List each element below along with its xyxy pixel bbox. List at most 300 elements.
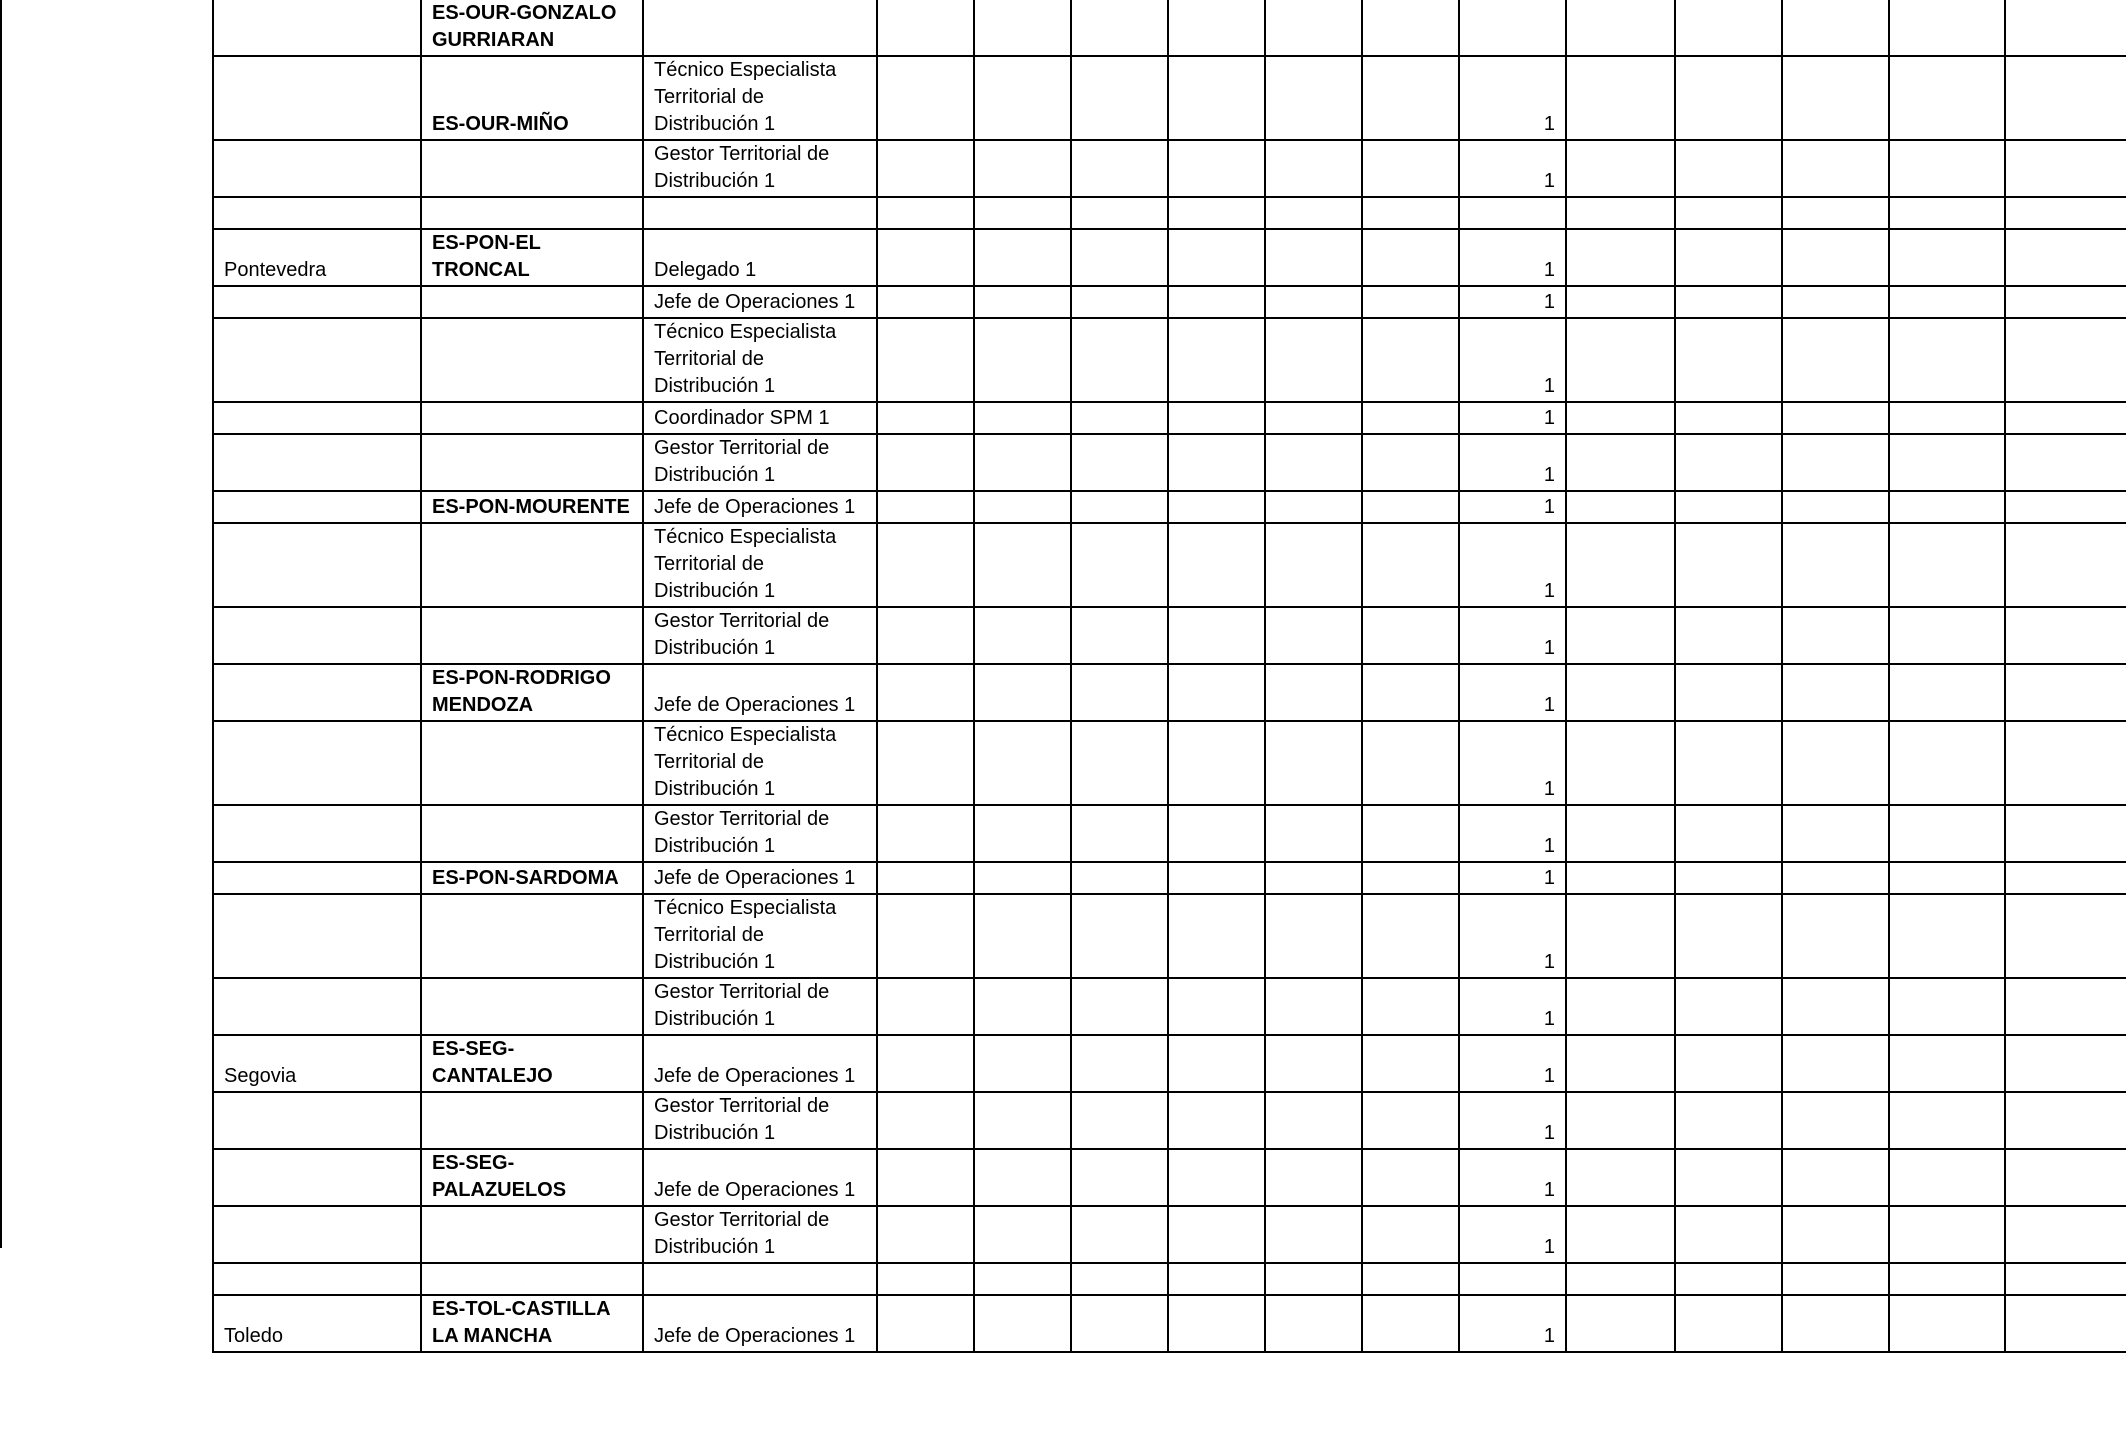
empty-cell xyxy=(1265,1206,1362,1263)
empty-cell xyxy=(877,434,974,491)
empty-cell xyxy=(1265,56,1362,140)
empty-cell xyxy=(1071,140,1168,197)
empty-cell xyxy=(877,721,974,805)
empty-cell xyxy=(1362,140,1459,197)
provincia-cell xyxy=(213,434,421,491)
puesto-cell: Gestor Territorial de Distribución 1 xyxy=(643,1206,877,1263)
empty-cell xyxy=(1071,1295,1168,1352)
empty-cell xyxy=(1889,197,2005,229)
count-cell: 1 xyxy=(1459,402,1566,434)
empty-cell xyxy=(1265,197,1362,229)
empty-cell xyxy=(1168,664,1265,721)
centro-cell xyxy=(421,721,643,805)
empty-cell xyxy=(1168,286,1265,318)
empty-cell xyxy=(1889,318,2005,402)
count-cell: 1 xyxy=(1459,978,1566,1035)
empty-cell xyxy=(1265,978,1362,1035)
empty-cell xyxy=(1566,1206,1675,1263)
empty-cell xyxy=(1675,664,1782,721)
empty-cell xyxy=(1071,1263,1168,1295)
empty-cell xyxy=(974,1092,1071,1149)
empty-cell xyxy=(877,402,974,434)
provincia-cell xyxy=(213,664,421,721)
empty-cell xyxy=(1889,1149,2005,1206)
empty-cell xyxy=(1168,1092,1265,1149)
table-row xyxy=(213,1149,2126,1206)
staffing-table xyxy=(212,0,2126,1353)
empty-cell xyxy=(1675,1263,1782,1295)
provincia-cell xyxy=(213,0,421,56)
empty-cell xyxy=(877,286,974,318)
puesto-cell: Coordinador SPM 1 xyxy=(643,402,877,434)
centro-cell: ES-SEG-CANTALEJO xyxy=(421,1035,643,1092)
centro-cell: ES-TOL-CASTILLA LA MANCHA xyxy=(421,1295,643,1352)
empty-cell xyxy=(1168,894,1265,978)
provincia-cell: Pontevedra xyxy=(213,229,421,286)
empty-cell xyxy=(2005,805,2126,862)
empty-cell xyxy=(1168,56,1265,140)
empty-cell xyxy=(1265,1295,1362,1352)
empty-cell xyxy=(974,1295,1071,1352)
count-cell: 1 xyxy=(1459,1035,1566,1092)
empty-cell xyxy=(974,434,1071,491)
empty-cell xyxy=(1566,721,1675,805)
table-row xyxy=(213,140,2126,197)
empty-cell xyxy=(1362,978,1459,1035)
empty-cell xyxy=(1168,523,1265,607)
empty-cell xyxy=(877,318,974,402)
empty-cell xyxy=(1071,56,1168,140)
empty-cell xyxy=(1071,286,1168,318)
empty-cell xyxy=(1265,1092,1362,1149)
empty-cell xyxy=(1889,1263,2005,1295)
puesto-cell: Gestor Territorial de Distribución 1 xyxy=(643,607,877,664)
centro-cell xyxy=(421,805,643,862)
count-cell: 1 xyxy=(1459,862,1566,894)
empty-cell xyxy=(1675,286,1782,318)
empty-cell xyxy=(1071,1149,1168,1206)
empty-cell xyxy=(1265,862,1362,894)
empty-cell xyxy=(877,607,974,664)
empty-cell xyxy=(1782,1092,1889,1149)
count-cell: 1 xyxy=(1459,318,1566,402)
empty-cell xyxy=(1362,721,1459,805)
table-row xyxy=(213,978,2126,1035)
empty-cell xyxy=(877,56,974,140)
empty-cell xyxy=(1782,1149,1889,1206)
empty-cell xyxy=(1782,197,1889,229)
count-cell: 1 xyxy=(1459,434,1566,491)
count-cell: 1 xyxy=(1459,805,1566,862)
empty-cell xyxy=(2005,721,2126,805)
empty-cell xyxy=(877,1206,974,1263)
count-cell: 1 xyxy=(1459,607,1566,664)
table-row xyxy=(213,197,2126,229)
count-cell: 1 xyxy=(1459,1092,1566,1149)
empty-cell xyxy=(1168,318,1265,402)
centro-cell xyxy=(421,140,643,197)
empty-cell xyxy=(1362,664,1459,721)
centro-cell xyxy=(421,197,643,229)
empty-cell xyxy=(1071,197,1168,229)
empty-cell xyxy=(974,862,1071,894)
empty-cell xyxy=(1168,229,1265,286)
provincia-cell xyxy=(213,721,421,805)
empty-cell xyxy=(974,523,1071,607)
empty-cell xyxy=(974,491,1071,523)
empty-cell xyxy=(2005,1263,2126,1295)
table-row xyxy=(213,1263,2126,1295)
empty-cell xyxy=(2005,434,2126,491)
empty-cell xyxy=(1675,229,1782,286)
provincia-cell: Segovia xyxy=(213,1035,421,1092)
empty-cell xyxy=(1889,607,2005,664)
empty-cell xyxy=(1566,862,1675,894)
empty-cell xyxy=(1675,140,1782,197)
empty-cell xyxy=(877,229,974,286)
provincia-cell xyxy=(213,894,421,978)
empty-cell xyxy=(1889,862,2005,894)
empty-cell xyxy=(1675,56,1782,140)
puesto-cell: Técnico Especialista Territorial de Distribución 1 xyxy=(643,523,877,607)
empty-cell xyxy=(1782,56,1889,140)
centro-cell: ES-SEG-PALAZUELOS xyxy=(421,1149,643,1206)
empty-cell xyxy=(1362,1092,1459,1149)
empty-cell xyxy=(1265,607,1362,664)
empty-cell xyxy=(1566,0,1675,56)
empty-cell xyxy=(2005,1035,2126,1092)
empty-cell xyxy=(2005,197,2126,229)
empty-cell xyxy=(974,607,1071,664)
empty-cell xyxy=(1362,197,1459,229)
empty-cell xyxy=(1566,229,1675,286)
provincia-cell xyxy=(213,491,421,523)
empty-cell xyxy=(2005,523,2126,607)
empty-cell xyxy=(1071,862,1168,894)
provincia-cell xyxy=(213,1092,421,1149)
table-row xyxy=(213,56,2126,140)
empty-cell xyxy=(1889,1206,2005,1263)
empty-cell xyxy=(1071,0,1168,56)
empty-cell xyxy=(1168,1149,1265,1206)
empty-cell xyxy=(1265,1149,1362,1206)
empty-cell xyxy=(1889,56,2005,140)
empty-cell xyxy=(1566,1092,1675,1149)
empty-cell xyxy=(1889,1092,2005,1149)
empty-cell xyxy=(1782,1035,1889,1092)
empty-cell xyxy=(1675,805,1782,862)
count-cell: 1 xyxy=(1459,664,1566,721)
empty-cell xyxy=(1168,1035,1265,1092)
puesto-cell: Jefe de Operaciones 1 xyxy=(643,1149,877,1206)
empty-cell xyxy=(1889,434,2005,491)
empty-cell xyxy=(2005,140,2126,197)
empty-cell xyxy=(1071,607,1168,664)
provincia-cell xyxy=(213,56,421,140)
empty-cell xyxy=(974,1035,1071,1092)
empty-cell xyxy=(974,286,1071,318)
empty-cell xyxy=(877,894,974,978)
puesto-cell: Gestor Territorial de Distribución 1 xyxy=(643,1092,877,1149)
empty-cell xyxy=(974,721,1071,805)
empty-cell xyxy=(1889,140,2005,197)
empty-cell xyxy=(2005,607,2126,664)
empty-cell xyxy=(1566,1149,1675,1206)
empty-cell xyxy=(1675,402,1782,434)
empty-cell xyxy=(1168,402,1265,434)
empty-cell xyxy=(877,491,974,523)
table-row xyxy=(213,721,2126,805)
empty-cell xyxy=(1566,140,1675,197)
empty-cell xyxy=(2005,664,2126,721)
empty-cell xyxy=(1168,607,1265,664)
puesto-cell: Técnico Especialista Territorial de Distribución 1 xyxy=(643,721,877,805)
provincia-cell xyxy=(213,607,421,664)
centro-cell xyxy=(421,286,643,318)
table-row xyxy=(213,318,2126,402)
puesto-cell: Jefe de Operaciones 1 xyxy=(643,1295,877,1352)
empty-cell xyxy=(1362,1149,1459,1206)
empty-cell xyxy=(1362,402,1459,434)
provincia-cell xyxy=(213,318,421,402)
empty-cell xyxy=(974,140,1071,197)
empty-cell xyxy=(1566,664,1675,721)
centro-cell xyxy=(421,318,643,402)
empty-cell xyxy=(877,523,974,607)
puesto-cell: Jefe de Operaciones 1 xyxy=(643,286,877,318)
empty-cell xyxy=(1566,607,1675,664)
empty-cell xyxy=(1675,978,1782,1035)
empty-cell xyxy=(2005,1295,2126,1352)
empty-cell xyxy=(1889,286,2005,318)
centro-cell xyxy=(421,1206,643,1263)
empty-cell xyxy=(1362,805,1459,862)
count-cell: 1 xyxy=(1459,229,1566,286)
count-cell: 1 xyxy=(1459,56,1566,140)
table-row xyxy=(213,862,2126,894)
provincia-cell xyxy=(213,862,421,894)
empty-cell xyxy=(1265,140,1362,197)
empty-cell xyxy=(1265,894,1362,978)
empty-cell xyxy=(1168,721,1265,805)
empty-cell xyxy=(1782,664,1889,721)
provincia-cell: Toledo xyxy=(213,1295,421,1352)
table-row xyxy=(213,0,2126,56)
count-cell: 1 xyxy=(1459,286,1566,318)
empty-cell xyxy=(1362,523,1459,607)
empty-cell xyxy=(2005,0,2126,56)
table-row xyxy=(213,434,2126,491)
empty-cell xyxy=(1675,1206,1782,1263)
empty-cell xyxy=(1168,805,1265,862)
empty-cell xyxy=(1362,1035,1459,1092)
empty-cell xyxy=(1675,197,1782,229)
empty-cell xyxy=(1889,978,2005,1035)
empty-cell xyxy=(1071,1035,1168,1092)
count-cell xyxy=(1459,197,1566,229)
count-cell xyxy=(1459,0,1566,56)
empty-cell xyxy=(1362,862,1459,894)
empty-cell xyxy=(1168,140,1265,197)
centro-cell: ES-PON-MOURENTE xyxy=(421,491,643,523)
empty-cell xyxy=(1265,318,1362,402)
empty-cell xyxy=(1265,1035,1362,1092)
empty-cell xyxy=(877,805,974,862)
table-row xyxy=(213,491,2126,523)
empty-cell xyxy=(1362,894,1459,978)
empty-cell xyxy=(2005,286,2126,318)
empty-cell xyxy=(1566,523,1675,607)
empty-cell xyxy=(1675,491,1782,523)
provincia-cell xyxy=(213,140,421,197)
table-row xyxy=(213,1035,2126,1092)
empty-cell xyxy=(1265,286,1362,318)
table-body xyxy=(213,0,2126,1352)
empty-cell xyxy=(877,978,974,1035)
empty-cell xyxy=(974,978,1071,1035)
empty-cell xyxy=(1782,607,1889,664)
empty-cell xyxy=(1362,318,1459,402)
empty-cell xyxy=(1889,523,2005,607)
empty-cell xyxy=(1265,664,1362,721)
centro-cell xyxy=(421,523,643,607)
empty-cell xyxy=(2005,229,2126,286)
empty-cell xyxy=(1782,0,1889,56)
table-row xyxy=(213,1295,2126,1352)
empty-cell xyxy=(1362,1263,1459,1295)
empty-cell xyxy=(877,0,974,56)
provincia-cell xyxy=(213,1206,421,1263)
empty-cell xyxy=(1071,1092,1168,1149)
centro-cell: ES-OUR-MIÑO xyxy=(421,56,643,140)
empty-cell xyxy=(877,1263,974,1295)
empty-cell xyxy=(1071,805,1168,862)
empty-cell xyxy=(1889,1035,2005,1092)
empty-cell xyxy=(1566,286,1675,318)
empty-cell xyxy=(974,318,1071,402)
empty-cell xyxy=(1265,0,1362,56)
empty-cell xyxy=(2005,862,2126,894)
table-row xyxy=(213,664,2126,721)
provincia-cell xyxy=(213,523,421,607)
empty-cell xyxy=(1265,721,1362,805)
empty-cell xyxy=(1566,805,1675,862)
centro-cell xyxy=(421,607,643,664)
empty-cell xyxy=(1071,978,1168,1035)
centro-cell xyxy=(421,402,643,434)
empty-cell xyxy=(1168,197,1265,229)
empty-cell xyxy=(1675,0,1782,56)
empty-cell xyxy=(1265,805,1362,862)
empty-cell xyxy=(1362,56,1459,140)
empty-cell xyxy=(974,1149,1071,1206)
empty-cell xyxy=(1566,1263,1675,1295)
centro-cell: ES-OUR-GONZALO GURRIARAN xyxy=(421,0,643,56)
empty-cell xyxy=(1782,1295,1889,1352)
count-cell: 1 xyxy=(1459,894,1566,978)
empty-cell xyxy=(1265,491,1362,523)
empty-cell xyxy=(1675,434,1782,491)
empty-cell xyxy=(2005,1092,2126,1149)
empty-cell xyxy=(1362,491,1459,523)
page-left-border xyxy=(0,0,2,1248)
puesto-cell: Jefe de Operaciones 1 xyxy=(643,1035,877,1092)
centro-cell: ES-PON-RODRIGO MENDOZA xyxy=(421,664,643,721)
empty-cell xyxy=(1675,862,1782,894)
count-cell: 1 xyxy=(1459,721,1566,805)
empty-cell xyxy=(877,664,974,721)
empty-cell xyxy=(2005,402,2126,434)
puesto-cell xyxy=(643,197,877,229)
empty-cell xyxy=(1071,434,1168,491)
empty-cell xyxy=(1071,523,1168,607)
empty-cell xyxy=(1265,523,1362,607)
provincia-cell xyxy=(213,805,421,862)
puesto-cell: Gestor Territorial de Distribución 1 xyxy=(643,978,877,1035)
empty-cell xyxy=(1889,0,2005,56)
empty-cell xyxy=(1362,1295,1459,1352)
empty-cell xyxy=(2005,1149,2126,1206)
empty-cell xyxy=(1675,607,1782,664)
empty-cell xyxy=(1889,894,2005,978)
empty-cell xyxy=(1071,894,1168,978)
empty-cell xyxy=(1782,862,1889,894)
provincia-cell xyxy=(213,286,421,318)
puesto-cell: Jefe de Operaciones 1 xyxy=(643,664,877,721)
empty-cell xyxy=(1265,229,1362,286)
empty-cell xyxy=(1889,721,2005,805)
table-row xyxy=(213,607,2126,664)
provincia-cell xyxy=(213,1149,421,1206)
empty-cell xyxy=(2005,318,2126,402)
empty-cell xyxy=(1566,402,1675,434)
empty-cell xyxy=(974,805,1071,862)
empty-cell xyxy=(877,1035,974,1092)
centro-cell xyxy=(421,894,643,978)
empty-cell xyxy=(1566,1035,1675,1092)
table-row xyxy=(213,1206,2126,1263)
empty-cell xyxy=(1675,1149,1782,1206)
empty-cell xyxy=(974,894,1071,978)
empty-cell xyxy=(1782,402,1889,434)
puesto-cell: Gestor Territorial de Distribución 1 xyxy=(643,805,877,862)
empty-cell xyxy=(1566,434,1675,491)
empty-cell xyxy=(877,197,974,229)
empty-cell xyxy=(1675,1035,1782,1092)
empty-cell xyxy=(1566,978,1675,1035)
count-cell: 1 xyxy=(1459,1149,1566,1206)
empty-cell xyxy=(1782,978,1889,1035)
empty-cell xyxy=(974,1206,1071,1263)
empty-cell xyxy=(1782,721,1889,805)
empty-cell xyxy=(1889,402,2005,434)
empty-cell xyxy=(1675,1092,1782,1149)
empty-cell xyxy=(1362,229,1459,286)
puesto-cell: Jefe de Operaciones 1 xyxy=(643,862,877,894)
empty-cell xyxy=(1168,491,1265,523)
puesto-cell xyxy=(643,0,877,56)
empty-cell xyxy=(1782,1263,1889,1295)
puesto-cell: Jefe de Operaciones 1 xyxy=(643,491,877,523)
puesto-cell: Técnico Especialista Territorial de Distribución 1 xyxy=(643,318,877,402)
empty-cell xyxy=(1265,434,1362,491)
empty-cell xyxy=(1071,229,1168,286)
puesto-cell: Gestor Territorial de Distribución 1 xyxy=(643,140,877,197)
centro-cell xyxy=(421,1092,643,1149)
empty-cell xyxy=(877,862,974,894)
empty-cell xyxy=(1782,434,1889,491)
centro-cell: ES-PON-SARDOMA xyxy=(421,862,643,894)
